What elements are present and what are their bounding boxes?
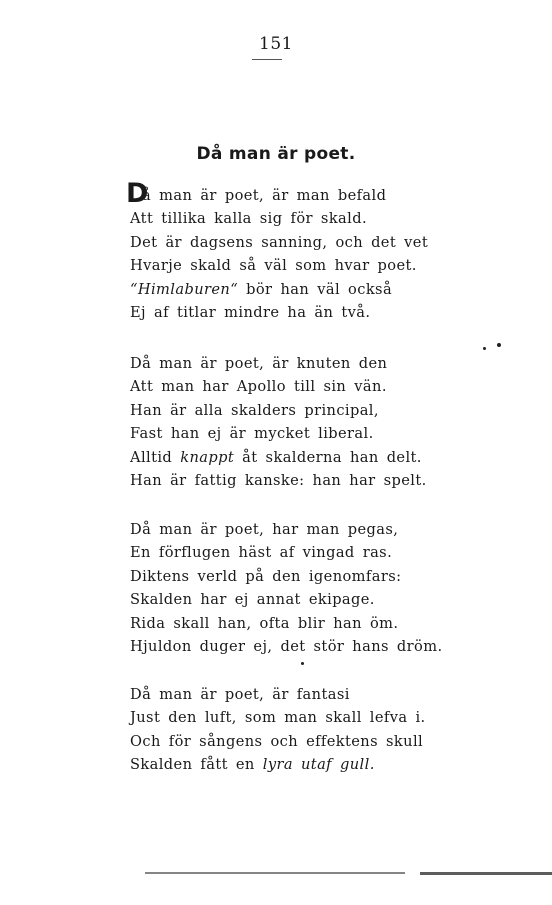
poem-line: Han är alla skalders principal, [130, 401, 379, 419]
stanza-2 [130, 352, 427, 492]
italic-word: knappt [180, 448, 235, 466]
line-text: bör han väl också [246, 280, 393, 298]
ink-speck [497, 343, 501, 347]
poem-line [126, 178, 428, 209]
poem-line: Hvarje skald så väl som hvar poet. [130, 257, 417, 275]
poem-line: Då man är poet, har man pegas, [130, 521, 399, 538]
line-text: Skalden fått en [130, 756, 255, 774]
poem-line: Ej af titlar mindre ha än två. [130, 303, 371, 321]
page-number-rule [252, 59, 282, 60]
poem-line: Och för sångens och effektens skull [130, 732, 424, 750]
poem-title: Då man är poet. [196, 144, 356, 164]
poem-line: Diktens verld på den igenomfars: [130, 567, 402, 585]
italic-word: “Himlaburen“ [130, 280, 239, 298]
poem-line: Rida skall han, ofta blir han öm. [130, 614, 399, 632]
ink-speck [483, 347, 486, 350]
poem-line: Hjuldon duger ej, det stör hans dröm. [130, 637, 443, 655]
poem-line: Det är dagsens sanning, och det vet [130, 233, 429, 251]
poem-line: Han är fattig kanske: han har spelt. [130, 471, 427, 489]
poem-line: Just den luft, som man skall lefva i. [130, 709, 426, 727]
line-text: åt skalderna han delt. [242, 448, 422, 466]
line-text: å man är poet, är man befald [142, 187, 387, 204]
italic-word: lyra utaf gull. [262, 756, 375, 774]
poem-line: Att man har Apollo till sin vän. [130, 378, 387, 396]
line-text: Alltid [130, 448, 173, 466]
ink-speck [301, 662, 304, 665]
poem-line: Då man är poet, är fantasi [130, 686, 350, 703]
poem-line: Skalden har ej annat ekipage. [130, 591, 375, 609]
poem-line [130, 753, 426, 776]
page-number: 151 [259, 34, 293, 54]
poem-line: En förflugen häst af vingad ras. [130, 544, 393, 562]
poem-line: Då man är poet, är knuten den [130, 355, 388, 372]
poem-line: Att tillika kalla sig för skald. [130, 210, 368, 228]
scan-edge-rule [145, 872, 405, 874]
scan-edge-rule [420, 872, 552, 875]
stanza-4 [130, 683, 426, 777]
poem-line [130, 446, 427, 469]
poem-line: Fast han ej är mycket liberal. [130, 425, 374, 443]
drop-cap: D [126, 178, 149, 209]
stanza-1 [126, 178, 429, 324]
poem-line [130, 278, 428, 301]
stanza-3 [130, 518, 443, 658]
